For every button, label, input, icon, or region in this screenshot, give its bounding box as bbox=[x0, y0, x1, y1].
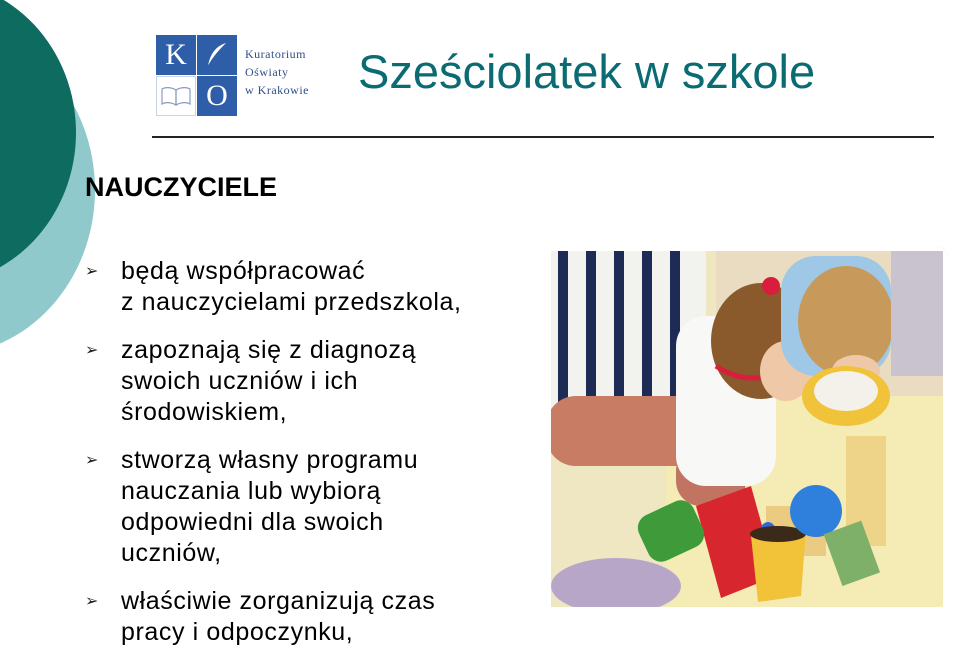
logo-tile-o: O bbox=[197, 76, 237, 116]
bullet-item bbox=[85, 586, 535, 648]
logo-text-line: w Krakowie bbox=[245, 83, 309, 97]
bullet-line: zapoznają się z diagnozą bbox=[121, 336, 417, 364]
arrowhead-bullet-icon: ➢ bbox=[85, 342, 99, 359]
bullet-line: będą współpracować bbox=[121, 257, 366, 285]
bullet-line: odpowiedni dla swoich bbox=[121, 508, 384, 536]
logo-text-line: Kuratorium bbox=[245, 47, 306, 61]
bullet-line: środowiskiem, bbox=[121, 398, 288, 426]
section-heading: NAUCZYCIELE bbox=[85, 172, 278, 202]
bullet-item bbox=[85, 445, 535, 569]
bullet-line: stworzą własny programu bbox=[121, 446, 419, 474]
bullet-line: nauczania lub wybiorą bbox=[121, 477, 381, 505]
children-planting-photo bbox=[546, 246, 948, 612]
bullet-item bbox=[85, 335, 535, 428]
bullet-line: swoich uczniów i ich bbox=[121, 367, 359, 395]
arrowhead-bullet-icon: ➢ bbox=[85, 452, 99, 469]
logo-tile-k: K bbox=[156, 35, 196, 75]
bullet-list bbox=[85, 256, 535, 665]
logo-text bbox=[245, 45, 309, 99]
logo-text-line: Oświaty bbox=[245, 65, 289, 79]
title-divider bbox=[152, 136, 934, 138]
bullet-line: właściwie zorganizują czas bbox=[121, 587, 436, 615]
bullet-line: z nauczycielami przedszkola, bbox=[121, 288, 462, 316]
arrowhead-bullet-icon: ➢ bbox=[85, 593, 99, 610]
bullet-line: uczniów, bbox=[121, 539, 222, 567]
kuratorium-logo bbox=[153, 33, 323, 121]
child-blond-hair bbox=[781, 246, 948, 387]
arrowhead-bullet-icon: ➢ bbox=[85, 263, 99, 280]
bullet-line: pracy i odpoczynku, bbox=[121, 618, 354, 646]
bullet-item bbox=[85, 256, 535, 318]
quill-icon bbox=[197, 35, 237, 75]
open-book-icon bbox=[156, 76, 196, 116]
slide-title: Sześciolatek w szkole bbox=[358, 45, 816, 98]
